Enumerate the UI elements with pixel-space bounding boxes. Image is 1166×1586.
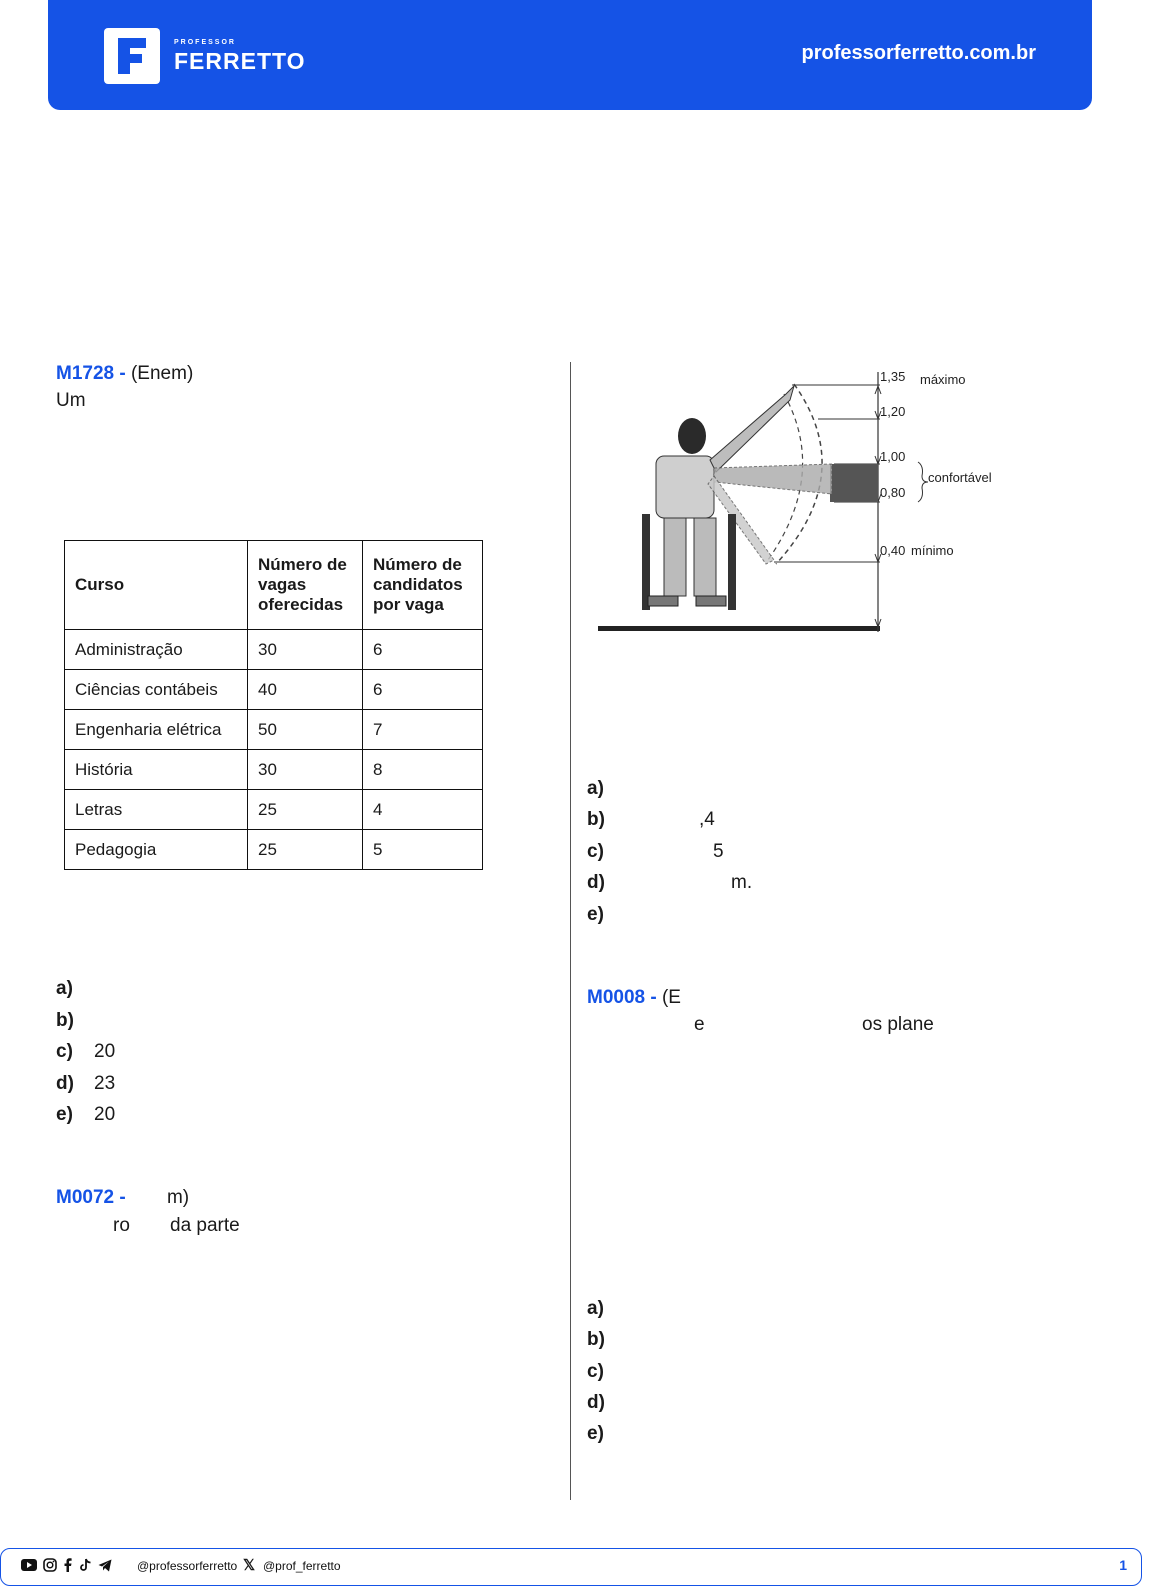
label-minimo: mínimo xyxy=(911,543,954,558)
facebook-icon[interactable] xyxy=(63,1558,73,1572)
cell-course: Letras xyxy=(65,790,248,830)
left-leg xyxy=(664,518,686,596)
question-header-m1728 xyxy=(56,363,193,385)
cell-candidates: 8 xyxy=(363,750,483,790)
column-divider xyxy=(570,362,571,1500)
table-row xyxy=(65,790,483,830)
label-maximo: máximo xyxy=(920,372,966,387)
head xyxy=(678,418,706,454)
option-c[interactable]: c) xyxy=(587,1361,604,1382)
cell-course: Pedagogia xyxy=(65,830,248,870)
table-row xyxy=(65,830,483,870)
question-source: m) xyxy=(166,1187,190,1208)
cell-course: Engenharia elétrica xyxy=(65,710,248,750)
cell-candidates: 4 xyxy=(363,790,483,830)
option-d[interactable]: d) xyxy=(587,1392,605,1413)
header-banner xyxy=(48,0,1092,110)
header-course: Curso xyxy=(65,541,248,630)
label-135: 1,35 xyxy=(880,369,906,384)
question-text-fragment: os plane xyxy=(862,1014,934,1035)
table-row xyxy=(65,630,483,670)
label-confortavel: confortável xyxy=(928,470,992,485)
lowered-arm xyxy=(708,476,774,564)
wheelchair-front xyxy=(728,514,736,610)
instagram-icon[interactable] xyxy=(43,1558,57,1572)
raised-arm xyxy=(710,386,794,472)
footer-bar xyxy=(0,1548,1142,1586)
cell-seats: 30 xyxy=(248,630,363,670)
option-b[interactable]: b) xyxy=(587,1329,605,1350)
cell-seats: 50 xyxy=(248,710,363,750)
option-a[interactable]: a) xyxy=(587,778,604,799)
option-a[interactable]: a) xyxy=(56,978,73,999)
option-d[interactable]: d) m. xyxy=(587,872,753,893)
question-source: (E xyxy=(661,987,681,1008)
x-handle[interactable]: @prof_ferretto xyxy=(263,1559,341,1573)
cell-course: Ciências contábeis xyxy=(65,670,248,710)
table-row xyxy=(65,670,483,710)
table-row xyxy=(65,750,483,790)
table-header-row xyxy=(65,541,483,630)
right-leg xyxy=(694,518,716,596)
x-icon[interactable]: 𝕏 xyxy=(243,1557,256,1574)
question-source: (Enem) xyxy=(130,363,194,384)
social-icons xyxy=(21,1558,112,1572)
floor-line xyxy=(598,626,880,631)
instagram-handle[interactable]: @professorferretto xyxy=(137,1559,238,1573)
question-code: M1728 - xyxy=(56,363,126,384)
option-e[interactable]: e) xyxy=(587,904,604,925)
question-code: M0008 - xyxy=(587,987,657,1008)
cell-seats: 40 xyxy=(248,670,363,710)
brand-name: FERRETTO xyxy=(174,48,306,74)
question-text-fragment: ro xyxy=(113,1215,130,1236)
label-100: 1,00 xyxy=(880,449,906,464)
question-text-fragment: da parte xyxy=(170,1215,240,1236)
option-e[interactable]: e) 20 xyxy=(56,1104,116,1125)
label-040: 0,40 xyxy=(880,543,906,558)
option-e[interactable]: e) xyxy=(587,1423,604,1444)
footrest xyxy=(648,596,678,606)
telegram-icon[interactable] xyxy=(98,1559,112,1572)
cell-course: História xyxy=(65,750,248,790)
table-row xyxy=(65,710,483,750)
question-header-m0072 xyxy=(56,1187,189,1209)
header-candidates: Número de candidatos por vaga xyxy=(363,541,483,630)
logo-icon xyxy=(104,28,160,84)
cell-candidates: 5 xyxy=(363,830,483,870)
horizontal-arm xyxy=(714,464,832,494)
question-text-fragment: e xyxy=(694,1014,705,1035)
question-text: Um xyxy=(56,390,86,411)
comfort-brace xyxy=(918,462,928,502)
comfort-band xyxy=(830,464,878,502)
cell-seats: 25 xyxy=(248,830,363,870)
torso xyxy=(656,456,714,518)
cell-candidates: 6 xyxy=(363,670,483,710)
option-a[interactable]: a) xyxy=(587,1298,604,1319)
header-seats: Número de vagas oferecidas xyxy=(248,541,363,630)
option-c[interactable]: c) 20 xyxy=(56,1041,116,1062)
option-b[interactable]: b) ,4 xyxy=(587,809,715,830)
page-number: 1 xyxy=(1119,1557,1127,1573)
site-url[interactable]: professorferretto.com.br xyxy=(801,42,1036,64)
label-080: 0,80 xyxy=(880,485,906,500)
youtube-icon[interactable] xyxy=(21,1559,37,1571)
label-120: 1,20 xyxy=(880,404,906,419)
footrest xyxy=(696,596,726,606)
question-code: M0072 - xyxy=(56,1187,126,1208)
cell-candidates: 7 xyxy=(363,710,483,750)
option-c[interactable]: c) 5 xyxy=(587,841,724,862)
wheelchair-reach-figure xyxy=(598,364,1018,644)
cell-course: Administração xyxy=(65,630,248,670)
brand-small: PROFESSOR xyxy=(174,39,236,46)
option-d[interactable]: d) 23 xyxy=(56,1073,116,1094)
option-b[interactable]: b) xyxy=(56,1010,74,1031)
question-header-m0008 xyxy=(587,987,681,1009)
cell-candidates: 6 xyxy=(363,630,483,670)
cell-seats: 30 xyxy=(248,750,363,790)
courses-table xyxy=(64,540,483,870)
cell-seats: 25 xyxy=(248,790,363,830)
tiktok-icon[interactable] xyxy=(79,1558,92,1572)
